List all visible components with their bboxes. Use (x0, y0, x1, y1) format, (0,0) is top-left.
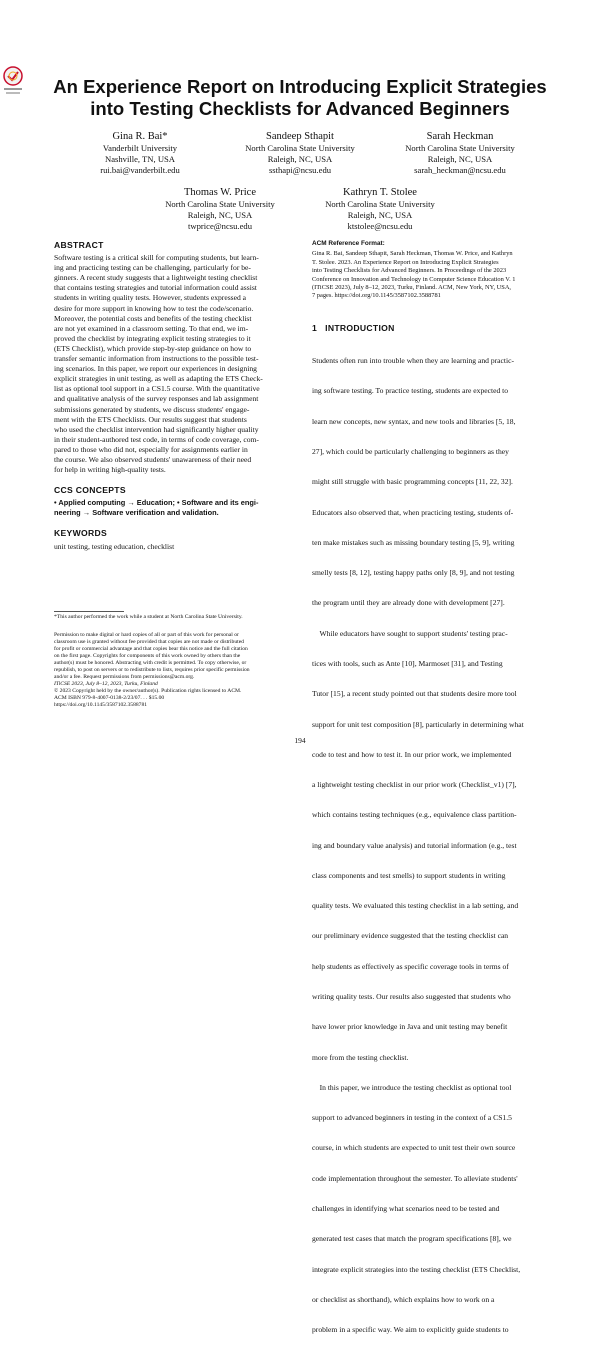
intro-heading: 1 INTRODUCTION (312, 322, 395, 333)
text-line: republish, to post on servers or to redistribute to lists, requires prior specific permission (54, 667, 250, 673)
text-line: support for unit test composition [8], particularly in determining what (312, 719, 524, 729)
text-line: Software testing is a critical skill for computing students, but learn- (54, 253, 259, 263)
text-line: help students as effectively as specific coverage tools in terms of (312, 961, 509, 971)
author-location: Nashville, TN, USA (104, 154, 176, 164)
text-line: that contains testing strategies and tutorial information could assist (54, 283, 257, 293)
text-line: submissions generated by students, we discuss students' engage- (54, 404, 250, 414)
text-line: our preliminary evidence suggested that the testing checklist can (312, 931, 509, 941)
keywords-heading: KEYWORDS (54, 528, 108, 539)
text-line: course, in which students are expected to unit test their own source (312, 1143, 516, 1153)
author-email: sarah_heckman@ncsu.edu (414, 165, 506, 175)
text-line: author(s) must be honored. Abstracting with credit is permitted. To copy otherwise, or (54, 660, 247, 666)
author-block (385, 130, 535, 176)
text-line: ment with the ETS Checklists. Our results suggest that students (54, 414, 247, 424)
keywords-text: unit testing, testing education, checklist (54, 541, 175, 551)
author-email: twprice@ncsu.edu (188, 221, 252, 231)
text-line: tices with tools, such as Ante [10], Marmoset [31], and Testing (312, 658, 503, 668)
text-line: list as optional tool support in a CS1.5 course. With the quantitative (54, 384, 260, 394)
text-line: In this paper, we introduce the testing checklist as optional tool (312, 1082, 512, 1092)
text-line: or checklist as shorthand), which explains how to work on a (312, 1294, 495, 1304)
author-email: rui.bai@vanderbilt.edu (100, 165, 180, 175)
text-line: 7 pages. https://doi.org/10.1145/3587102.3588781 (312, 292, 441, 300)
text-line: proved the checklist by integrating explicit testing strategies to it (54, 333, 251, 343)
text-line: ginners. A recent study suggests that a lightweight testing checklist (54, 273, 258, 283)
author-location: Raleigh, NC, USA (427, 154, 493, 164)
text-line: While educators have sought to support students' testing prac- (312, 628, 508, 638)
text-line: pared to those who did not, especially for assignments earlier in (54, 444, 248, 454)
ccs-heading: CCS CONCEPTS (54, 485, 126, 496)
author-location: Raleigh, NC, USA (267, 154, 333, 164)
text-line: explicit strategies in unit testing, as well as adapting the ETS Check- (54, 374, 263, 384)
text-line: © 2023 Copyright held by the owner/author(s). Publication rights licensed to ACM. (54, 688, 242, 694)
author-name: Sarah Heckman (426, 131, 494, 142)
right-column (312, 240, 552, 1355)
text-line: quality tests. We evaluated this testing checklist in a lab setting, and (312, 901, 519, 911)
intro-body (312, 336, 552, 1355)
text-line: on the first page. Copyrights for components of this work owned by others than the (54, 653, 241, 659)
left-column (54, 240, 294, 552)
text-line: Conference on Innovation and Technology in Computer Science Education V. 1 (312, 275, 516, 283)
text-line: into Testing Checklists for Advanced Beginners. In Proceedings of the 2023 (312, 267, 507, 275)
text-line: are not yet examined in a classroom setting. To that end, we im- (54, 323, 249, 333)
paper-title: An Experience Report on Introducing Explicit Strategies into Testing Checklists for Advanced Beginners (53, 76, 547, 119)
text-line: ACM ISBN 979-8-4007-0138-2/23/07. . . $15.00 (54, 695, 165, 701)
text-line: ing and practicing testing can be challenging, particularly for be- (54, 263, 251, 273)
text-line: the course. We also observed students' unawareness of their need (54, 454, 252, 464)
author-name: Kathryn T. Stolee (343, 187, 417, 198)
text-line: writing quality tests. Our results also suggested that students who (312, 992, 511, 1002)
text-line: support to advanced beginners in testing in the context of a CS1.5 (312, 1113, 512, 1123)
text-line: ing scenarios. In this paper, we report our experiences in designing (54, 364, 257, 374)
author-location: Raleigh, NC, USA (347, 210, 413, 220)
text-line: which contains testing techniques (e.g., equivalence class partition- (312, 810, 517, 820)
text-line: classroom use is granted without fee provided that copies are not made or distributed (54, 639, 244, 645)
text-line: a lightweight testing checklist in our prior work (Checklist_v1) [7], (312, 780, 517, 790)
text-line: and/or a fee. Request permissions from permissions@acm.org. (54, 674, 195, 680)
text-line: code implementation throughout the semester. To alleviate students' (312, 1173, 518, 1183)
text-line: might still struggle with basic programming concepts [11, 22, 32]. (312, 477, 513, 487)
text-line: in their student-authored test code, in terms of code coverage, com- (54, 434, 259, 444)
text-line: Moreover, the potential costs and benefits of the testing checklist (54, 313, 252, 323)
author-location: Raleigh, NC, USA (187, 210, 253, 220)
text-line: have lower prior knowledge in Java and unit testing may benefit (312, 1022, 508, 1032)
text-line: 27], which could be particularly challenging to beginners as they (312, 446, 509, 456)
author-affiliation: North Carolina State University (165, 199, 275, 209)
text-line: transfer semantic information from instructions to the possible test- (54, 354, 259, 364)
text-line: ing and boundary value analysis) and tutorial information (e.g., test (312, 840, 517, 850)
text-line: Permission to make digital or hard copies of all or part of this work for personal or (54, 632, 239, 638)
text-line: ten make mistakes such as missing boundary testing [5, 9], writing (312, 537, 515, 547)
text-line: (ITiCSE 2023), July 8–12, 2023, Turku, Finland. ACM, New York, NY, USA, (312, 284, 512, 292)
footnote-rule (54, 611, 124, 612)
author-block (145, 186, 295, 232)
author-affiliation: North Carolina State University (325, 199, 435, 209)
text-line: learn new concepts, new syntax, and new tools and libraries [5, 18, (312, 416, 516, 426)
acm-ref-body (312, 250, 552, 300)
text-line: generated test cases that match the program specifications [8], we (312, 1234, 512, 1244)
text-line: integrate explicit strategies into the testing checklist (ETS Checklist, (312, 1264, 521, 1274)
text-line: Tutor [15], a recent study pointed out that students desire more tool (312, 689, 517, 699)
text-line: • Applied computing → Education; • Software and its engi- (54, 498, 259, 508)
author-block (65, 130, 215, 176)
check-for-updates-icon[interactable] (2, 66, 24, 96)
ccs-body (54, 498, 294, 518)
conference-line: ITiCSE 2023, July 8–12, 2023, Turku, Finland (54, 681, 158, 687)
author-email: ktstolee@ncsu.edu (347, 221, 413, 231)
author-name: Gina R. Bai* (112, 131, 168, 142)
acm-ref-heading: ACM Reference Format: (312, 240, 385, 247)
abstract-heading: ABSTRACT (54, 240, 104, 250)
author-affiliation: North Carolina State University (405, 143, 515, 153)
text-line: Students often run into trouble when they are learning and practic- (312, 356, 515, 366)
text-line: problem in a specific way. We aim to explicitly guide students to (312, 1325, 509, 1335)
text-line: Educators also observed that, when practicing testing, students of- (312, 507, 514, 517)
text-line: code to test and how to test it. In our prior work, we implemented (312, 749, 512, 759)
text-line: neering → Software verification and validation. (54, 508, 219, 518)
text-line: desire for more support in knowing how to test the code/scenario. (54, 303, 254, 313)
text-line: smelly tests [8, 12], testing happy paths only [8, 9], and not testing (312, 568, 515, 578)
text-line: ing software testing. To practice testing, students are expected to (312, 386, 509, 396)
text-line: (ETS Checklist), which provide step-by-step guidance on how to (54, 343, 252, 353)
text-line: students in writing quality tests. However, students expressed a (54, 293, 247, 303)
text-line: for profit or commercial advantage and that copies bear this notice and the full citation (54, 646, 248, 652)
text-line: challenges in identifying what scenarios need to be tested and (312, 1204, 500, 1213)
text-line: who used the checklist intervention had significantly higher quality (54, 424, 259, 434)
doi-link[interactable]: https://doi.org/10.1145/3587102.3588781 (54, 702, 148, 708)
author-name: Thomas W. Price (183, 187, 257, 198)
page-number: 194 (294, 736, 306, 745)
text-line: the program until they are already done with development [27]. (312, 598, 505, 608)
text-line: T. Stolee. 2023. An Experience Report on Introducing Explicit Strategies (312, 258, 499, 266)
author-affiliation: Vanderbilt University (102, 143, 178, 153)
author-block (305, 186, 455, 232)
author-block (225, 130, 375, 176)
text-line: for help in writing high-quality tests. (54, 465, 166, 475)
text-line: and qualitative analysis of the survey responses and lab assignment (54, 394, 259, 404)
text-line: Gina R. Bai, Sandeep Sthapit, Sarah Heckman, Thomas W. Price, and Kathryn (312, 250, 513, 258)
text-line: class components and test smells) to support students in writing (312, 870, 506, 880)
author-affiliation: North Carolina State University (245, 143, 355, 153)
text-line: more from the testing checklist. (312, 1052, 409, 1062)
author-name: Sandeep Sthapit (266, 131, 334, 142)
footnote: *This author performed the work while a student at North Carolina State University. (54, 614, 243, 620)
permission-block (54, 632, 300, 709)
abstract-body (54, 253, 294, 475)
author-email: ssthapi@ncsu.edu (268, 165, 332, 175)
